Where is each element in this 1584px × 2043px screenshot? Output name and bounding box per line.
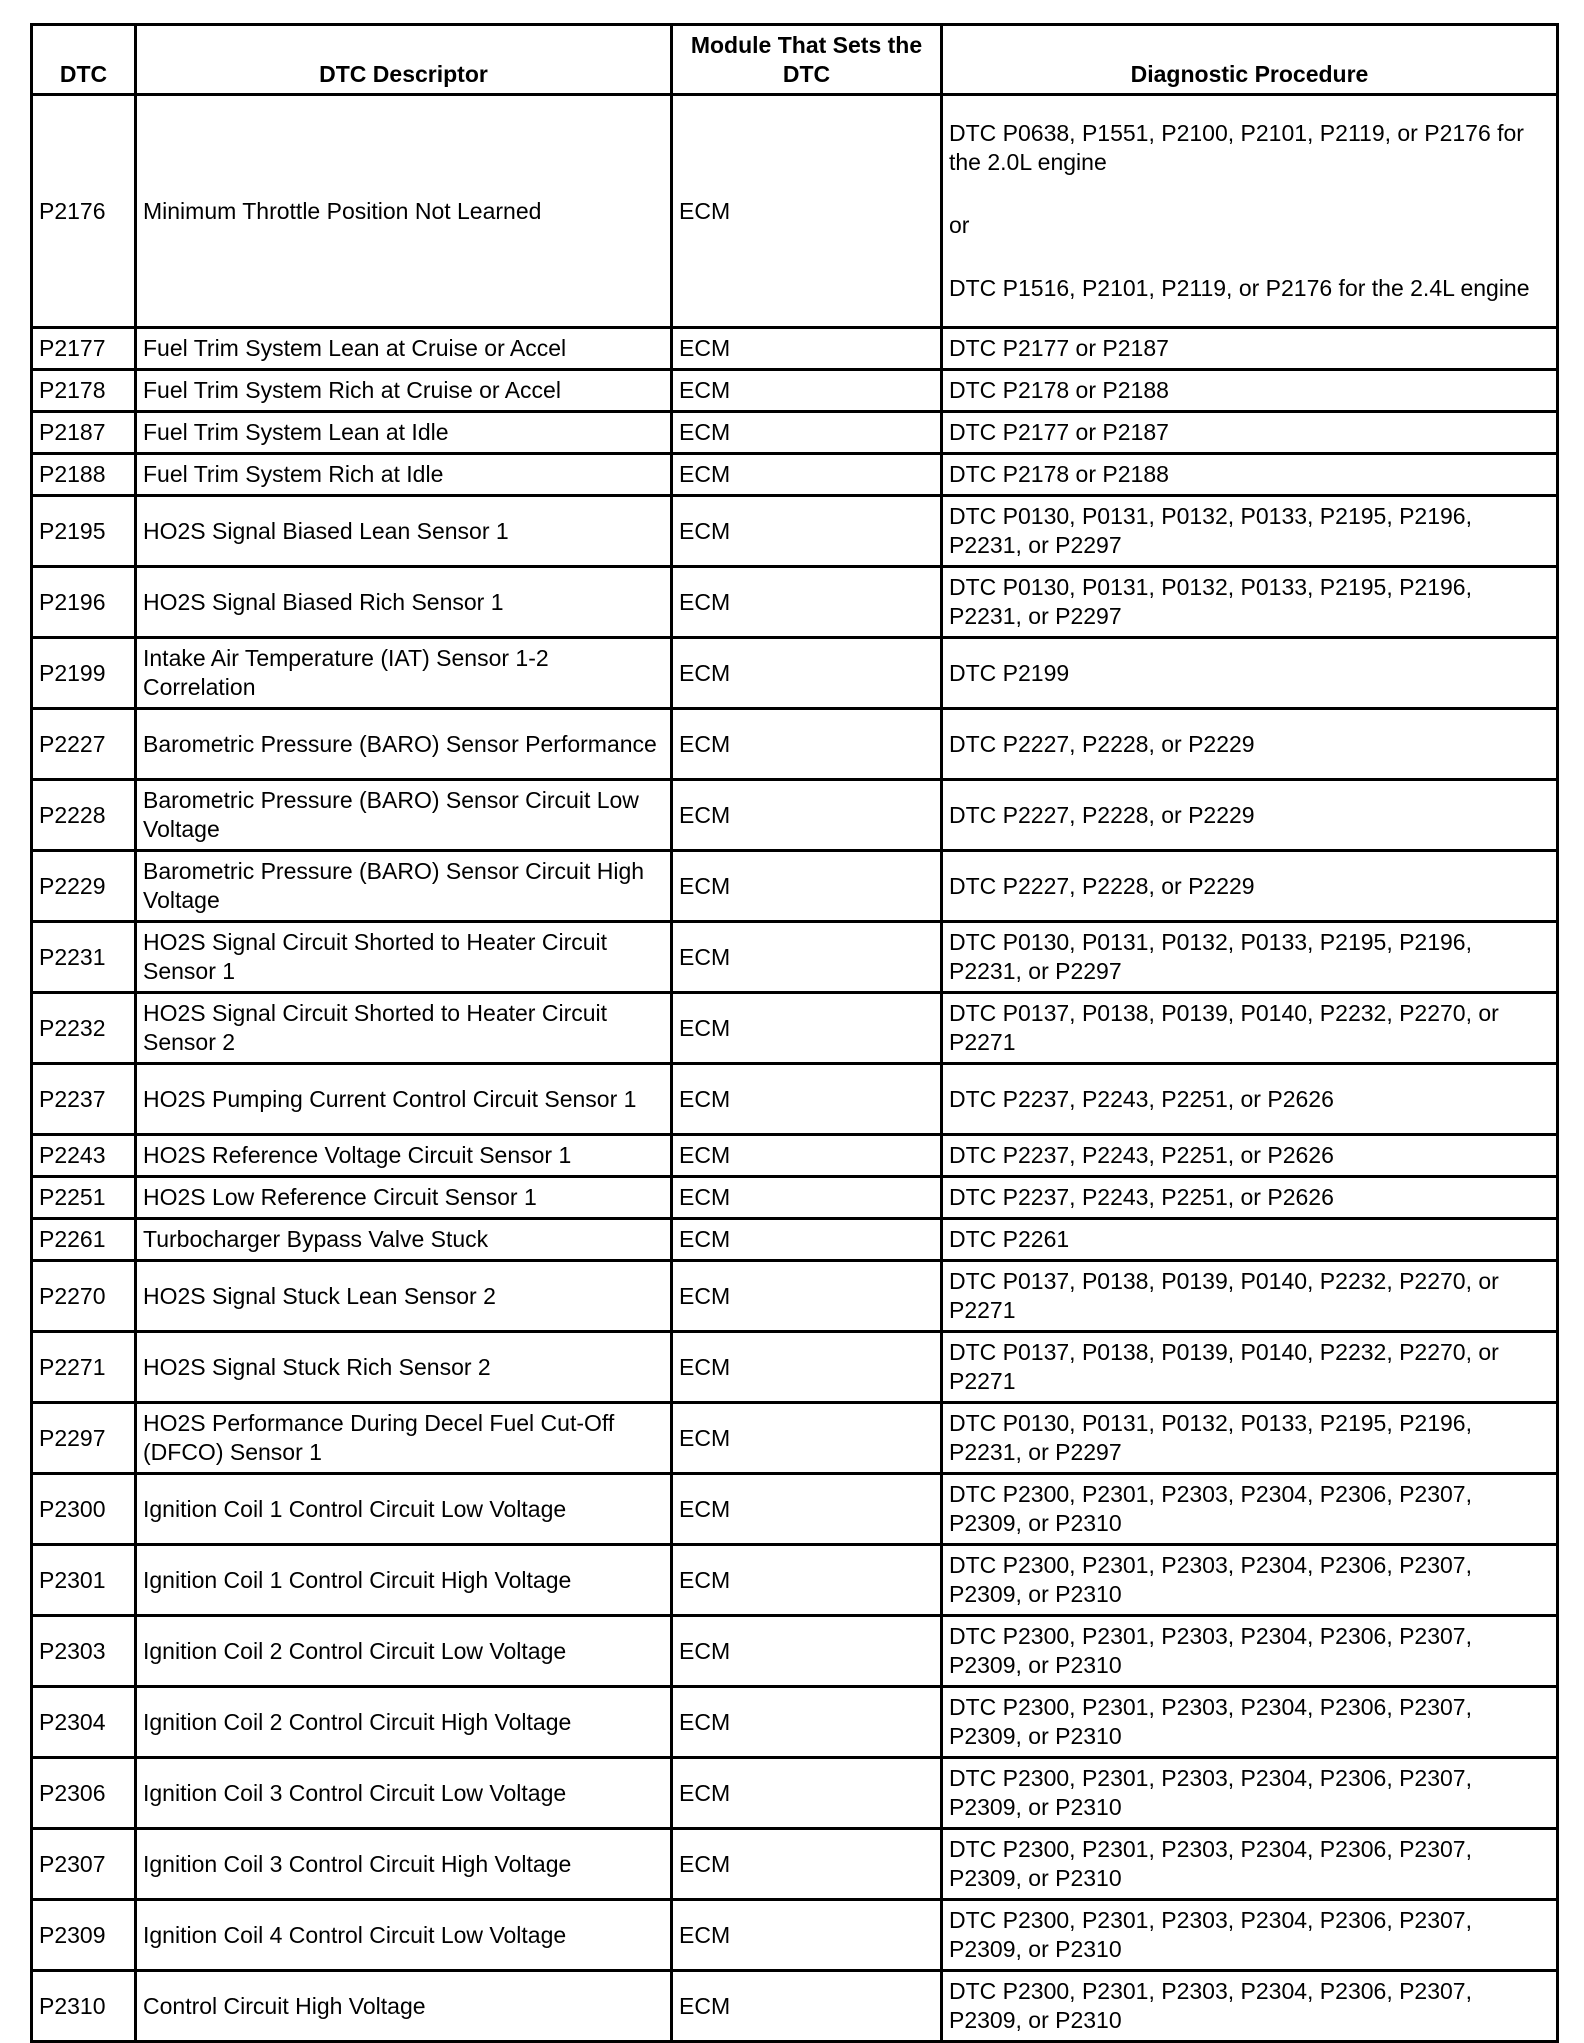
dtc-descriptor-cell: HO2S Reference Voltage Circuit Sensor 1 — [136, 1135, 672, 1177]
table-row — [32, 780, 1558, 851]
dtc-descriptor-cell: HO2S Signal Biased Rich Sensor 1 — [136, 567, 672, 638]
table-row — [32, 638, 1558, 709]
table-row — [32, 709, 1558, 780]
table-row — [32, 454, 1558, 496]
procedure-or-text: or — [949, 212, 970, 238]
procedure-cell: DTC P2237, P2243, P2251, or P2626 — [942, 1177, 1558, 1219]
dtc-code-cell: P2300 — [32, 1474, 136, 1545]
dtc-code-cell: P2271 — [32, 1332, 136, 1403]
dtc-code-cell: P2228 — [32, 780, 136, 851]
dtc-code-cell: P2231 — [32, 922, 136, 993]
table-row — [32, 1064, 1558, 1135]
dtc-descriptor-cell: Barometric Pressure (BARO) Sensor Circuit High Voltage — [136, 851, 672, 922]
dtc-code-cell: P2232 — [32, 993, 136, 1064]
dtc-code-cell: P2196 — [32, 567, 136, 638]
module-cell: ECM — [672, 1616, 942, 1687]
dtc-descriptor-cell: Turbocharger Bypass Valve Stuck — [136, 1219, 672, 1261]
dtc-code-cell: P2301 — [32, 1545, 136, 1616]
table-row — [32, 412, 1558, 454]
dtc-code-cell: P2177 — [32, 328, 136, 370]
dtc-descriptor-cell: Ignition Coil 3 Control Circuit High Voltage — [136, 1829, 672, 1900]
module-cell: ECM — [672, 780, 942, 851]
dtc-code-cell: P2251 — [32, 1177, 136, 1219]
table-row — [32, 993, 1558, 1064]
dtc-descriptor-cell: Barometric Pressure (BARO) Sensor Performance — [136, 709, 672, 780]
dtc-code-cell: P2243 — [32, 1135, 136, 1177]
dtc-code-cell: P2229 — [32, 851, 136, 922]
table-row — [32, 1474, 1558, 1545]
dtc-descriptor-cell: HO2S Pumping Current Control Circuit Sensor 1 — [136, 1064, 672, 1135]
procedure-cell: DTC P0137, P0138, P0139, P0140, P2232, P2270, or P2271 — [942, 993, 1558, 1064]
procedure-cell: DTC P2300, P2301, P2303, P2304, P2306, P2307, P2309, or P2310 — [942, 1829, 1558, 1900]
module-cell: ECM — [672, 454, 942, 496]
module-cell: ECM — [672, 1758, 942, 1829]
dtc-descriptor-cell: Fuel Trim System Rich at Idle — [136, 454, 672, 496]
table-row — [32, 1135, 1558, 1177]
module-cell: ECM — [672, 496, 942, 567]
table-row — [32, 1829, 1558, 1900]
dtc-descriptor-cell: HO2S Signal Biased Lean Sensor 1 — [136, 496, 672, 567]
dtc-code-cell: P2304 — [32, 1687, 136, 1758]
table-row — [32, 328, 1558, 370]
procedure-cell: DTC P2300, P2301, P2303, P2304, P2306, P2307, P2309, or P2310 — [942, 1900, 1558, 1971]
module-cell: ECM — [672, 1474, 942, 1545]
procedure-cell: DTC P2237, P2243, P2251, or P2626 — [942, 1064, 1558, 1135]
table-row — [32, 1687, 1558, 1758]
dtc-descriptor-cell: Intake Air Temperature (IAT) Sensor 1-2 Correlation — [136, 638, 672, 709]
header-dtc: DTC — [32, 25, 136, 95]
procedure-cell — [942, 95, 1558, 328]
module-cell: ECM — [672, 1545, 942, 1616]
module-cell: ECM — [672, 1332, 942, 1403]
procedure-text-2-0l: DTC P0638, P1551, P2100, P2101, P2119, or P2176 for the 2.0L engine — [949, 120, 1524, 175]
table-row — [32, 851, 1558, 922]
dtc-code-cell: P2270 — [32, 1261, 136, 1332]
table-header-row — [32, 25, 1558, 95]
table-row — [32, 95, 1558, 328]
dtc-code-cell: P2310 — [32, 1971, 136, 2042]
table-row — [32, 1403, 1558, 1474]
module-cell: ECM — [672, 1687, 942, 1758]
module-cell: ECM — [672, 1219, 942, 1261]
dtc-code-cell: P2176 — [32, 95, 136, 328]
table-row — [32, 1758, 1558, 1829]
module-cell: ECM — [672, 922, 942, 993]
dtc-code-cell: P2178 — [32, 370, 136, 412]
procedure-cell: DTC P0130, P0131, P0132, P0133, P2195, P2196, P2231, or P2297 — [942, 567, 1558, 638]
header-procedure: Diagnostic Procedure — [942, 25, 1558, 95]
dtc-descriptor-cell: HO2S Signal Circuit Shorted to Heater Circuit Sensor 2 — [136, 993, 672, 1064]
table-body — [32, 95, 1558, 2042]
dtc-descriptor-cell: Ignition Coil 4 Control Circuit Low Voltage — [136, 1900, 672, 1971]
module-cell: ECM — [672, 1177, 942, 1219]
procedure-cell: DTC P2300, P2301, P2303, P2304, P2306, P2307, P2309, or P2310 — [942, 1971, 1558, 2042]
dtc-code-cell: P2188 — [32, 454, 136, 496]
table-row — [32, 1900, 1558, 1971]
dtc-descriptor-cell: Fuel Trim System Lean at Cruise or Accel — [136, 328, 672, 370]
module-cell: ECM — [672, 1900, 942, 1971]
procedure-cell: DTC P2261 — [942, 1219, 1558, 1261]
dtc-code-cell: P2309 — [32, 1900, 136, 1971]
dtc-descriptor-cell: Minimum Throttle Position Not Learned — [136, 95, 672, 328]
dtc-code-cell: P2307 — [32, 1829, 136, 1900]
procedure-cell: DTC P0130, P0131, P0132, P0133, P2195, P2196, P2231, or P2297 — [942, 496, 1558, 567]
dtc-code-cell: P2195 — [32, 496, 136, 567]
table-row — [32, 567, 1558, 638]
procedure-cell: DTC P2300, P2301, P2303, P2304, P2306, P2307, P2309, or P2310 — [942, 1545, 1558, 1616]
dtc-code-cell: P2261 — [32, 1219, 136, 1261]
module-cell: ECM — [672, 851, 942, 922]
module-cell: ECM — [672, 95, 942, 328]
procedure-cell: DTC P2237, P2243, P2251, or P2626 — [942, 1135, 1558, 1177]
dtc-descriptor-cell: HO2S Low Reference Circuit Sensor 1 — [136, 1177, 672, 1219]
procedure-cell: DTC P0130, P0131, P0132, P0133, P2195, P2196, P2231, or P2297 — [942, 1403, 1558, 1474]
dtc-descriptor-cell: Ignition Coil 1 Control Circuit High Voltage — [136, 1545, 672, 1616]
procedure-cell: DTC P2199 — [942, 638, 1558, 709]
dtc-code-cell: P2187 — [32, 412, 136, 454]
procedure-cell: DTC P0137, P0138, P0139, P0140, P2232, P2270, or P2271 — [942, 1332, 1558, 1403]
table-row — [32, 1219, 1558, 1261]
module-cell: ECM — [672, 1261, 942, 1332]
header-descriptor: DTC Descriptor — [136, 25, 672, 95]
dtc-code-cell: P2303 — [32, 1616, 136, 1687]
procedure-cell: DTC P0137, P0138, P0139, P0140, P2232, P2270, or P2271 — [942, 1261, 1558, 1332]
header-module: Module That Sets the DTC — [672, 25, 942, 95]
procedure-cell: DTC P2300, P2301, P2303, P2304, P2306, P2307, P2309, or P2310 — [942, 1687, 1558, 1758]
table-row — [32, 496, 1558, 567]
dtc-descriptor-cell: Fuel Trim System Lean at Idle — [136, 412, 672, 454]
dtc-descriptor-cell: Fuel Trim System Rich at Cruise or Accel — [136, 370, 672, 412]
dtc-code-cell: P2237 — [32, 1064, 136, 1135]
procedure-cell: DTC P2227, P2228, or P2229 — [942, 780, 1558, 851]
dtc-code-cell: P2297 — [32, 1403, 136, 1474]
module-cell: ECM — [672, 1135, 942, 1177]
table-row — [32, 1971, 1558, 2042]
procedure-text-2-4l: DTC P1516, P2101, P2119, or P2176 for the 2.4L engine — [949, 275, 1530, 301]
module-cell: ECM — [672, 709, 942, 780]
module-cell: ECM — [672, 1971, 942, 2042]
dtc-descriptor-cell: Ignition Coil 3 Control Circuit Low Voltage — [136, 1758, 672, 1829]
dtc-descriptor-cell: HO2S Signal Stuck Lean Sensor 2 — [136, 1261, 672, 1332]
procedure-cell: DTC P2178 or P2188 — [942, 370, 1558, 412]
table-row — [32, 1332, 1558, 1403]
procedure-cell: DTC P2300, P2301, P2303, P2304, P2306, P2307, P2309, or P2310 — [942, 1616, 1558, 1687]
dtc-code-cell: P2199 — [32, 638, 136, 709]
dtc-descriptor-cell: HO2S Signal Circuit Shorted to Heater Circuit Sensor 1 — [136, 922, 672, 993]
procedure-cell: DTC P2178 or P2188 — [942, 454, 1558, 496]
module-cell: ECM — [672, 1064, 942, 1135]
procedure-cell: DTC P2300, P2301, P2303, P2304, P2306, P2307, P2309, or P2310 — [942, 1474, 1558, 1545]
module-cell: ECM — [672, 567, 942, 638]
dtc-descriptor-cell: Ignition Coil 2 Control Circuit Low Voltage — [136, 1616, 672, 1687]
table-row — [32, 922, 1558, 993]
table-row — [32, 1616, 1558, 1687]
dtc-table — [30, 23, 1559, 2043]
dtc-code-cell: P2227 — [32, 709, 136, 780]
procedure-cell: DTC P2300, P2301, P2303, P2304, P2306, P2307, P2309, or P2310 — [942, 1758, 1558, 1829]
procedure-cell: DTC P2177 or P2187 — [942, 328, 1558, 370]
module-cell: ECM — [672, 370, 942, 412]
dtc-descriptor-cell: Control Circuit High Voltage — [136, 1971, 672, 2042]
dtc-descriptor-cell: HO2S Signal Stuck Rich Sensor 2 — [136, 1332, 672, 1403]
module-cell: ECM — [672, 1829, 942, 1900]
module-cell: ECM — [672, 638, 942, 709]
dtc-code-cell: P2306 — [32, 1758, 136, 1829]
table-row — [32, 370, 1558, 412]
module-cell: ECM — [672, 993, 942, 1064]
module-cell: ECM — [672, 412, 942, 454]
procedure-cell: DTC P2227, P2228, or P2229 — [942, 709, 1558, 780]
table-row — [32, 1545, 1558, 1616]
module-cell: ECM — [672, 328, 942, 370]
procedure-cell: DTC P2227, P2228, or P2229 — [942, 851, 1558, 922]
dtc-descriptor-cell: Ignition Coil 1 Control Circuit Low Voltage — [136, 1474, 672, 1545]
dtc-descriptor-cell: HO2S Performance During Decel Fuel Cut-Off (DFCO) Sensor 1 — [136, 1403, 672, 1474]
module-cell: ECM — [672, 1403, 942, 1474]
table-row — [32, 1177, 1558, 1219]
procedure-cell: DTC P0130, P0131, P0132, P0133, P2195, P2196, P2231, or P2297 — [942, 922, 1558, 993]
dtc-descriptor-cell: Barometric Pressure (BARO) Sensor Circuit Low Voltage — [136, 780, 672, 851]
table-row — [32, 1261, 1558, 1332]
procedure-cell: DTC P2177 or P2187 — [942, 412, 1558, 454]
dtc-descriptor-cell: Ignition Coil 2 Control Circuit High Voltage — [136, 1687, 672, 1758]
